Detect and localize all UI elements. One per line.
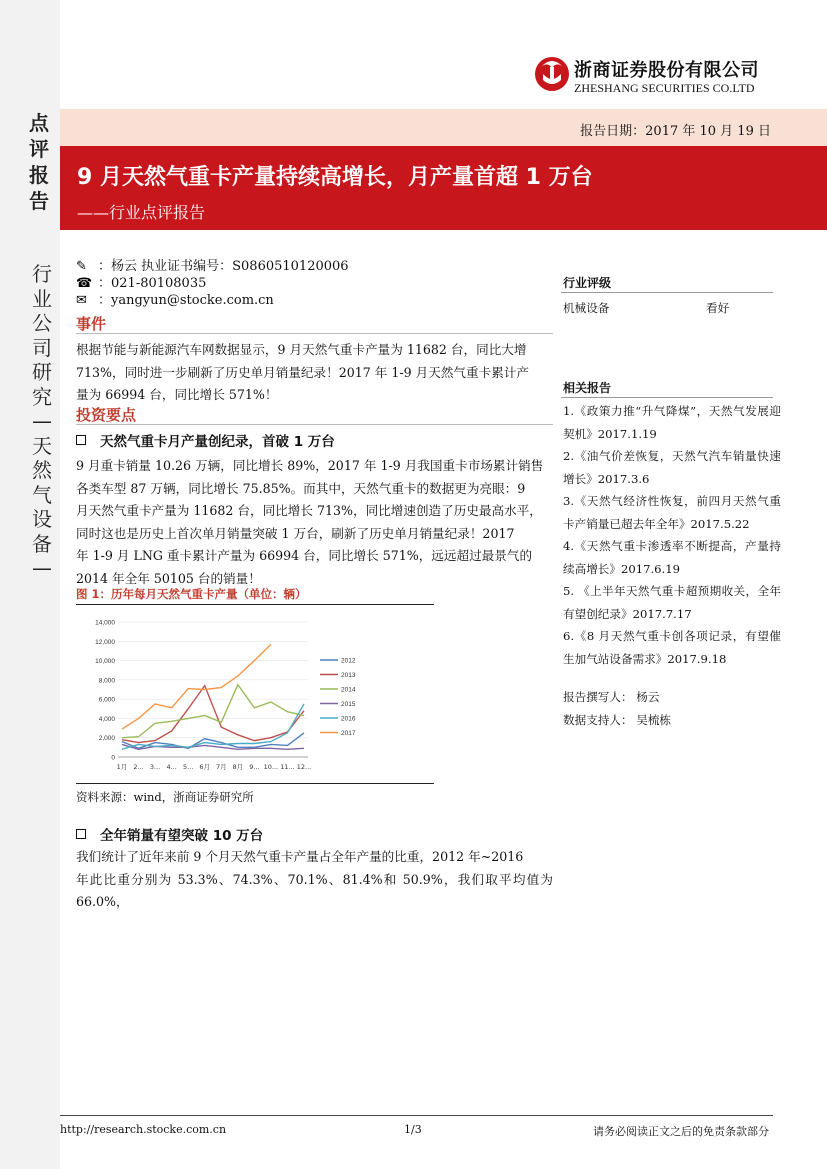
x-tick-label: 5... xyxy=(183,763,194,771)
company-name-cn: 浙商证券股份有限公司 xyxy=(574,60,759,81)
y-tick-label: 14,000 xyxy=(95,619,115,627)
bullet-heading-1-text: 天然气重卡月产量创纪录，首破 1 万台 xyxy=(100,434,335,450)
report-type-char: 评 xyxy=(29,137,49,161)
y-tick-label: 10,000 xyxy=(95,658,115,666)
bullet-heading-2-text: 全年销量有望突破 10 万台 xyxy=(100,828,264,844)
para-line: 我们统计了近年来前 9 个月天然气重卡产量占全年产量的比重，2012 年~2016 xyxy=(76,849,524,864)
event-divider xyxy=(76,333,553,334)
y-tick-label: 6,000 xyxy=(98,696,115,704)
investment-heading: 投资要点 xyxy=(76,406,137,424)
investment-paragraph-2 xyxy=(76,846,553,914)
series-line-2014 xyxy=(122,685,304,738)
legend-label: 2014 xyxy=(341,686,356,694)
para-line: 同时这也是历史上首次单月销量突破 1 万台，刷新了历史单月销量纪录！2017 xyxy=(76,525,515,541)
company-logo xyxy=(534,54,774,102)
para-line: 月天然气重卡产量为 11682 台，同比增长 713%，同比增速创造了历史最高水平， xyxy=(76,503,542,519)
bullet-heading-1 xyxy=(76,430,335,450)
report-subtitle: ——行业点评报告 xyxy=(77,203,206,222)
related-reports-list xyxy=(563,400,781,670)
footer-disclaimer: 请务必阅读正文之后的免责条款部分 xyxy=(593,1125,769,1138)
report-type-char: 告 xyxy=(29,189,49,213)
bullet-heading-2 xyxy=(76,824,263,844)
x-tick-label: 7月 xyxy=(215,763,227,771)
para-line: 9 月重卡销量 10.26 万辆，同比增长 89%，2017 年 1-9 月我国重卡市场累计销售 xyxy=(76,458,544,473)
para-line: 年 1-9 月 LNG 重卡累计产量为 66994 台，同比增长 571%，远远超过最景气的 xyxy=(76,548,533,564)
footer-divider xyxy=(60,1115,773,1116)
data-support: 数据支持人： 吴梳栋 xyxy=(563,713,672,727)
phone-icon: ☎ xyxy=(76,276,93,291)
contact-author-text: ：杨云 执业证书编号：S0860510120006 xyxy=(98,259,349,274)
pen-icon: ✎ xyxy=(76,259,87,274)
production-line-chart xyxy=(83,612,383,777)
para-line: 年此比重分别为 53.3%、74.3%、70.1%、81.4%和 50.9%，我们取平均值为 66.0%， xyxy=(76,871,553,910)
report-title: 9 月天然气重卡产量持续高增长，月产量首超 1 万台 xyxy=(77,165,593,190)
para-line: 各类车型 87 万辆，同比增长 75.85%。而其中，天然气重卡的数据更为亮眼：9 xyxy=(76,480,526,496)
category-char: 备 xyxy=(32,531,52,556)
category-char: 业 xyxy=(32,286,52,311)
category-char: — xyxy=(32,409,52,433)
rating-value: 看好 xyxy=(706,301,730,315)
x-tick-label: 12... xyxy=(296,763,312,771)
event-heading: 事件 xyxy=(76,315,107,333)
rating-sector: 机械设备 xyxy=(563,301,610,315)
report-date-band xyxy=(60,109,827,146)
x-tick-label: 1月 xyxy=(116,763,128,771)
x-tick-label: 3... xyxy=(149,763,161,771)
y-tick-label: 4,000 xyxy=(98,715,115,723)
x-tick-label: 2... xyxy=(133,763,144,771)
figure-source: 资料来源：wind，浙商证券研究所 xyxy=(76,790,254,804)
report-type-char: 报 xyxy=(29,163,49,187)
legend-label: 2015 xyxy=(341,701,356,708)
category-char: 公 xyxy=(32,311,52,335)
y-tick-label: 2,000 xyxy=(98,735,115,743)
investment-paragraph-1 xyxy=(76,455,553,591)
report-type-vertical xyxy=(24,110,54,230)
category-char: 气 xyxy=(32,482,52,507)
x-tick-label: 8月 xyxy=(232,763,244,771)
footer-page-number: 1/3 xyxy=(404,1123,422,1136)
related-report-item: 6.《8 月天然气重卡创各项记录，有望催生加气站设备需求》2017.9.18 xyxy=(563,629,781,666)
legend-label: 2016 xyxy=(341,715,356,723)
category-char: 司 xyxy=(32,335,52,360)
contact-phone-text: ：021-80108035 xyxy=(98,276,207,291)
category-char: — xyxy=(32,556,52,580)
category-char: 天 xyxy=(32,433,52,458)
figure-bottom-rule xyxy=(76,783,434,784)
checkbox-square-icon xyxy=(76,829,86,839)
event-line: 713%，同时进一步刷新了历史单月销量纪录！2017 年 1-9 月天然气重卡累计产 xyxy=(76,364,529,380)
category-char: 究 xyxy=(32,384,52,409)
related-reports-divider xyxy=(561,397,773,398)
para-line: 2014 年全年 50105 台的销量！ xyxy=(76,570,261,586)
y-tick-label: 12,000 xyxy=(95,638,115,646)
y-tick-label: 0 xyxy=(111,754,115,762)
series-line-2013 xyxy=(122,686,304,743)
related-report-item: 2.《油气价差恢复，天然气汽车销量快速增长》2017.3.6 xyxy=(563,449,781,486)
related-report-item: 1.《政策力推“升气降煤”，天然气发展迎契机》2017.1.19 xyxy=(563,404,781,441)
investment-divider xyxy=(76,424,553,425)
footer-url: http://research.stocke.com.cn xyxy=(60,1123,227,1136)
contact-email-text: ：yangyun@stocke.com.cn xyxy=(98,293,274,308)
rating-divider xyxy=(561,292,773,293)
series-line-2016 xyxy=(122,704,304,749)
category-char: 然 xyxy=(32,458,52,482)
x-tick-label: 9... xyxy=(249,763,260,771)
report-date: 报告日期：2017 年 10 月 19 日 xyxy=(580,124,771,139)
event-line: 量为 66994 台，同比增长 571%！ xyxy=(76,387,278,403)
legend-label: 2017 xyxy=(341,730,356,737)
y-tick-label: 8,000 xyxy=(98,677,115,685)
category-vertical xyxy=(28,262,56,581)
logo-mark-icon xyxy=(534,54,570,94)
x-tick-label: 4... xyxy=(166,763,177,771)
related-report-item: 3.《天然气经济性恢复，前四月天然气重卡产销量已超去年全年》2017.5.22 xyxy=(563,494,781,531)
related-report-item: 5. 《上半年天然气重卡超预期收关，全年有望创纪录》2017.7.17 xyxy=(563,584,781,621)
x-tick-label: 6月 xyxy=(199,763,211,771)
rating-heading: 行业评级 xyxy=(563,276,612,290)
category-char: 研 xyxy=(32,360,52,384)
related-reports-heading: 相关报告 xyxy=(563,381,612,395)
company-name-en: ZHESHANG SECURITIES CO.LTD xyxy=(574,81,755,95)
category-char: 设 xyxy=(32,507,52,531)
x-tick-label: 10... xyxy=(263,763,279,771)
figure-title: 图 1：历年每月天然气重卡产量（单位：辆） xyxy=(76,587,307,601)
contact-email xyxy=(76,289,274,308)
checkbox-square-icon xyxy=(76,435,86,445)
envelope-icon: ✉ xyxy=(76,293,87,308)
event-paragraph xyxy=(76,339,553,407)
title-band xyxy=(60,146,827,230)
figure-top-rule xyxy=(76,604,434,605)
related-report-item: 4.《天然气重卡渗透率不断提高，产量持续高增长》2017.6.19 xyxy=(563,539,781,576)
legend-label: 2013 xyxy=(341,672,356,679)
legend-label: 2012 xyxy=(341,657,356,665)
report-type-char: 点 xyxy=(29,111,49,135)
report-author: 报告撰写人： 杨云 xyxy=(563,690,660,704)
x-tick-label: 11... xyxy=(280,763,295,771)
event-line: 根据节能与新能源汽车网数据显示，9 月天然气重卡产量为 11682 台，同比大增 xyxy=(76,342,527,357)
category-char: 行 xyxy=(32,262,52,286)
